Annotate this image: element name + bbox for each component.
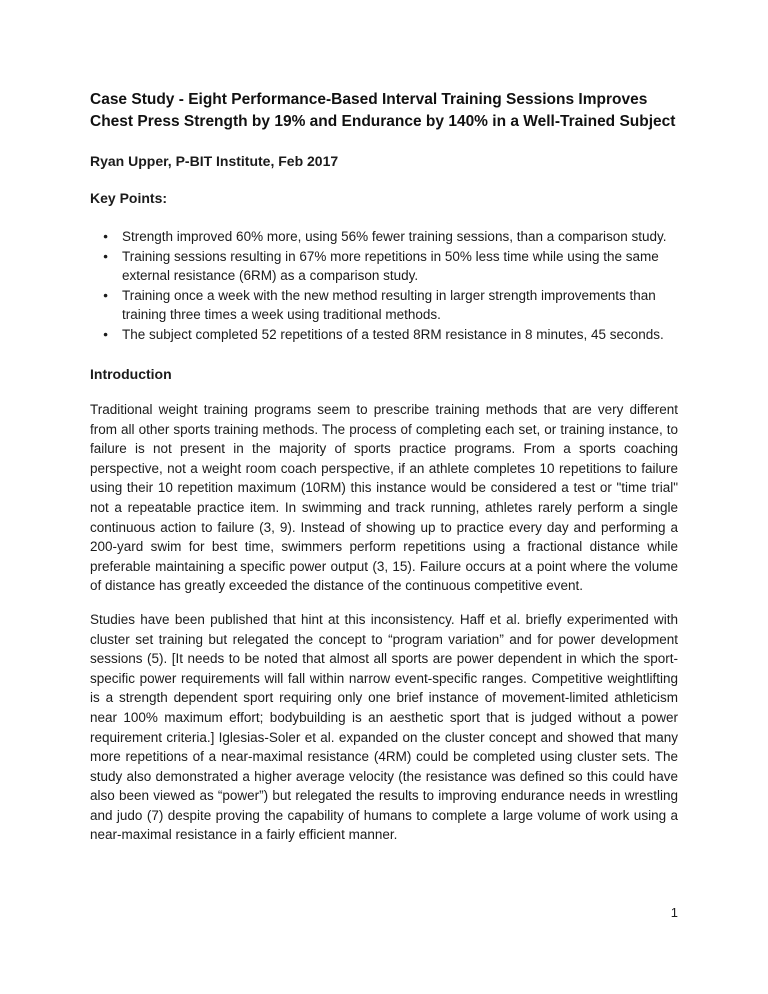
list-item bbox=[90, 325, 678, 345]
key-points-heading: Key Points: bbox=[90, 190, 168, 206]
title-line-1: Case Study - Eight Performance-Based Interval Training Sessions Improves bbox=[90, 91, 648, 108]
paragraph: Studies have been published that hint at this inconsistency. Haff et al. briefly experimented with cluster set training but relegated the concept to “program variation” and for power development sessions (5). [It needs to be noted that almost all sports are power dependent in which the sport-specific power requirements will fall within narrow event-specific ranges. Competitive weightlifting is a strength dependent sport requiring only one brief instance of movement-limited athleticism near 100% maximum effort; bodybuilding is an aesthetic sport that is judged without a power requirement criteria.] Iglesias-Soler et al. expanded on the cluster concept and showed that many more repetitions of a near-maximal resistance (4RM) could be completed using cluster sets. The study also demonstrated a higher average velocity (the resistance was defined so this could have also been viewed as “power”) but relegated the results to improving endurance needs in wrestling and judo (7) despite proving the capability of humans to complete a large volume of work using a near-maximal resistance in a fairly efficient manner. bbox=[90, 611, 678, 843]
document-title bbox=[90, 89, 678, 133]
key-point-text: Strength improved 60% more, using 56% fewer training sessions, than a comparison study. bbox=[122, 229, 667, 244]
key-point-text: The subject completed 52 repetitions of a tested 8RM resistance in 8 minutes, 45 seconds. bbox=[122, 326, 664, 342]
introduction-heading: Introduction bbox=[90, 366, 172, 382]
key-point-text: Training once a week with the new method resulting in larger strength improvements than training three times a week using traditional methods. bbox=[122, 287, 656, 322]
bullet-icon: ● bbox=[103, 328, 109, 339]
key-point-text: Training sessions resulting in 67% more repetitions in 50% less time while using the same external resistance (6RM) as a comparison study. bbox=[122, 248, 659, 283]
paragraph: Traditional weight training programs seem to prescribe training methods that are very different from all other sports training methods. The process of completing each set, or training instance, to failure is not present in the majority of sports practice programs. From a sports coaching perspective, not a weight room coach perspective, if an athlete completes 10 repetitions to failure using their 10 repetition maximum (10RM) this instance would be considered a test or "time trial" not a repeatable practice item. In swimming and track running, athletes rarely perform a single continuous action to failure (3, 9). Instead of showing up to practice every day and performing a 200-yard swim for best time, swimmers perform repetitions using a fractional distance while preferable maintaining a specific power output (3, 15). Failure occurs at a point where the volume of distance has greatly exceeded the distance of the continuous competitive event. bbox=[90, 402, 678, 594]
key-points-list bbox=[90, 227, 678, 344]
title-line-2: Chest Press Strength by 19% and Endurance by 140% in a Well-Trained Subject bbox=[90, 113, 676, 130]
list-item bbox=[90, 227, 678, 247]
page-number: 1 bbox=[670, 905, 678, 920]
bullet-icon: ● bbox=[103, 231, 109, 241]
list-item bbox=[90, 247, 678, 286]
bullet-icon: ● bbox=[103, 289, 109, 300]
author-byline: Ryan Upper, P-BIT Institute, Feb 2017 bbox=[90, 153, 339, 169]
list-item bbox=[90, 286, 678, 325]
bullet-icon: ● bbox=[103, 250, 109, 261]
